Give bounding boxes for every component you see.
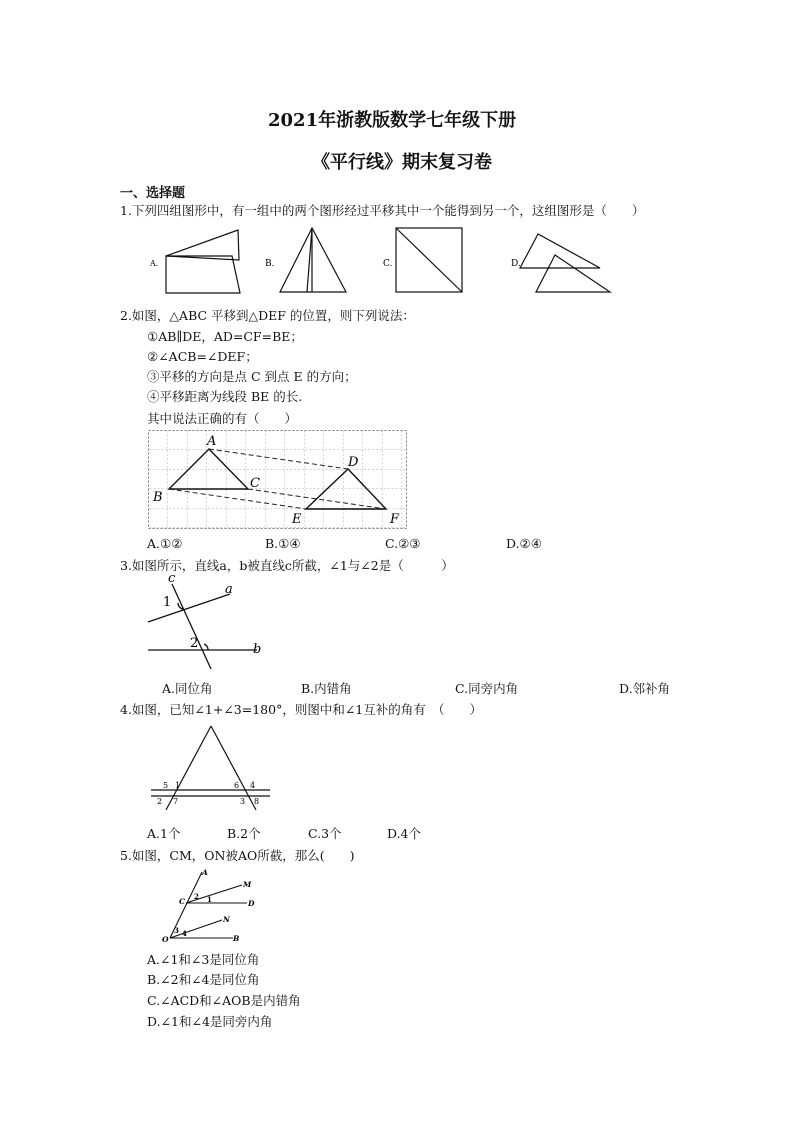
q4-option-c[interactable]: C.3个 [308,826,342,841]
q4-option-a[interactable]: A.1个 [147,826,181,841]
q5-option-c[interactable]: C.∠ACD和∠AOB是内错角 [147,993,301,1008]
q4-label-8: 8 [254,797,260,806]
page-title: 2021年浙教版数学七年级下册 [268,110,517,131]
q2-point-c: C [250,476,260,491]
q2-statement-1: ①AB∥DE，AD=CF=BE； [147,329,303,344]
q3-option-b[interactable]: B.内错角 [301,681,352,696]
q2-option-a[interactable]: A.①② [147,536,183,551]
q3-option-a[interactable]: A.同位角 [162,681,213,696]
q4-label-6: 6 [234,781,240,790]
q1-label-a: A. [150,259,159,268]
q5-label-c: C [179,897,185,906]
question-1-text: 1.下列四组图形中，有一组中的两个图形经过平移其中一个能得到另一个，这组图形是（ ） [120,203,645,218]
q2-point-e: E [292,512,302,527]
q5-label-b: B [233,934,240,943]
q2-ask: 其中说法正确的有（ ） [147,411,298,426]
q3-option-c[interactable]: C.同旁内角 [455,681,519,696]
q1-label-b: B. [265,259,275,269]
figure-d [520,234,610,292]
q4-label-3: 3 [240,797,246,806]
q4-label-2: 2 [157,797,163,806]
q3-label-c: c [168,574,176,586]
question-5-figure [160,866,270,944]
q5-label-3: 3 [174,926,179,935]
q5-option-d[interactable]: D.∠1和∠4是同旁内角 [147,1014,273,1029]
q5-label-a: A [202,868,208,877]
question-4-figure [148,722,272,818]
q5-label-4: 4 [182,929,187,938]
figure-c [396,228,462,292]
q4-option-d[interactable]: D.4个 [387,826,422,841]
q5-option-a[interactable]: A.∠1和∠3是同位角 [147,952,260,967]
q5-label-n: N [223,915,230,924]
q1-label-c: C. [383,259,393,269]
q2-option-b[interactable]: B.①④ [265,536,301,551]
question-1-figures [140,222,620,296]
q5-label-o: O [162,935,169,944]
q2-point-b: B [153,490,163,505]
q5-option-b[interactable]: B.∠2和∠4是同位角 [147,972,260,987]
q2-statement-2: ②∠ACB=∠DEF； [147,349,258,364]
question-2-text: 2.如图，△ABC 平移到△DEF 的位置，则下列说法： [120,308,415,323]
figure-a [166,230,240,293]
question-2-grid-figure [148,430,410,530]
figure-b [280,228,346,292]
question-4-text: 4.如图，已知∠1+∠3=180°，则图中和∠1互补的角有 （ ） [120,702,483,717]
q5-label-d: D [248,899,255,908]
q5-label-1: 1 [207,895,212,904]
q4-label-5: 5 [163,781,169,790]
question-5-text: 5.如图，CM，ON被AO所截，那么( ) [120,848,355,863]
q2-option-d[interactable]: D.②④ [506,536,542,551]
q3-label-1: 1 [163,595,172,610]
q4-label-7: 7 [173,797,179,806]
q2-point-d: D [348,455,359,470]
q2-statement-3: ③平移的方向是点 C 到点 E 的方向； [147,369,357,384]
q2-statement-4: ④平移距离为线段 BE 的长. [147,389,303,404]
q4-label-1: 1 [175,781,181,790]
q3-label-b: b [253,642,262,657]
q2-point-a: A [207,434,217,449]
q2-point-f: F [390,512,400,527]
q3-label-a: a [225,582,233,597]
q1-label-d: D. [511,259,521,269]
q5-label-m: M [243,880,252,889]
q2-option-c[interactable]: C.②③ [385,536,421,551]
q4-option-b[interactable]: B.2个 [227,826,261,841]
q3-label-2: 2 [190,636,199,651]
question-3-text: 3.如图所示，直线a，b被直线c所截，∠1与∠2是（ ） [120,558,454,573]
question-3-figure [145,574,275,670]
page-subtitle: 《平行线》期末复习卷 [312,152,492,173]
q4-label-4: 4 [250,781,256,790]
section-heading: 一、选择题 [120,186,186,201]
q5-label-2: 2 [194,892,199,901]
q3-option-d[interactable]: D.邻补角 [619,681,671,696]
